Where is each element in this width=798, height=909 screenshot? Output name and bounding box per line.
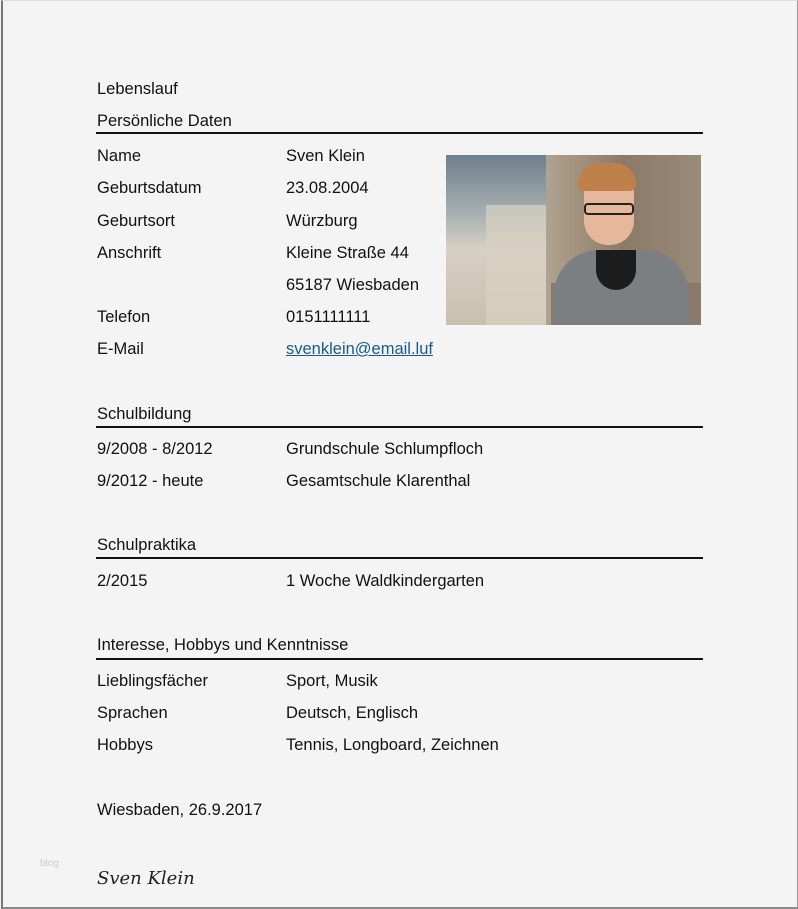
place-date: Wiesbaden, 26.9.2017 <box>97 801 263 819</box>
divider <box>96 426 703 428</box>
school-period: 9/2008 - 8/2012 <box>97 440 213 458</box>
school-period: 9/2012 - heute <box>97 472 204 490</box>
label-hobbies: Hobbys <box>97 736 153 754</box>
email-link[interactable]: svenklein@email.luf <box>286 340 433 358</box>
section-heading-hobbies: Interesse, Hobbys und Kenntnisse <box>97 636 349 654</box>
profile-photo <box>446 155 701 325</box>
label-favorite-subjects: Lieblingsfächer <box>97 672 208 690</box>
watermark: blog <box>40 858 59 869</box>
value-birthdate: 23.08.2004 <box>286 179 369 197</box>
value-languages: Deutsch, Englisch <box>286 704 419 722</box>
label-languages: Sprachen <box>97 704 168 722</box>
section-heading-school: Schulbildung <box>97 405 192 423</box>
value-street: Kleine Straße 44 <box>286 244 409 262</box>
value-city: 65187 Wiesbaden <box>286 276 420 294</box>
school-name: Grundschule Schlumpfloch <box>286 440 484 458</box>
divider <box>96 132 703 134</box>
label-phone: Telefon <box>97 308 151 326</box>
value-favorite-subjects: Sport, Musik <box>286 672 378 690</box>
section-heading-personal: Persönliche Daten <box>97 112 232 130</box>
label-birthdate: Geburtsdatum <box>97 179 202 197</box>
value-birthplace: Würzburg <box>286 212 358 230</box>
divider <box>96 557 703 559</box>
label-email: E-Mail <box>97 340 144 358</box>
signature: Sven Klein <box>97 868 195 889</box>
school-name: Gesamtschule Klarenthal <box>286 472 471 490</box>
value-phone: 0151111111 <box>286 308 371 326</box>
internship-description: 1 Woche Waldkindergarten <box>286 572 485 590</box>
divider <box>96 658 703 660</box>
internship-date: 2/2015 <box>97 572 148 590</box>
value-hobbies: Tennis, Longboard, Zeichnen <box>286 736 499 754</box>
value-name: Sven Klein <box>286 147 365 165</box>
label-birthplace: Geburtsort <box>97 212 175 230</box>
document-title: Lebenslauf <box>97 80 178 98</box>
section-heading-internship: Schulpraktika <box>97 536 197 554</box>
label-address: Anschrift <box>97 244 162 262</box>
label-name: Name <box>97 147 142 165</box>
